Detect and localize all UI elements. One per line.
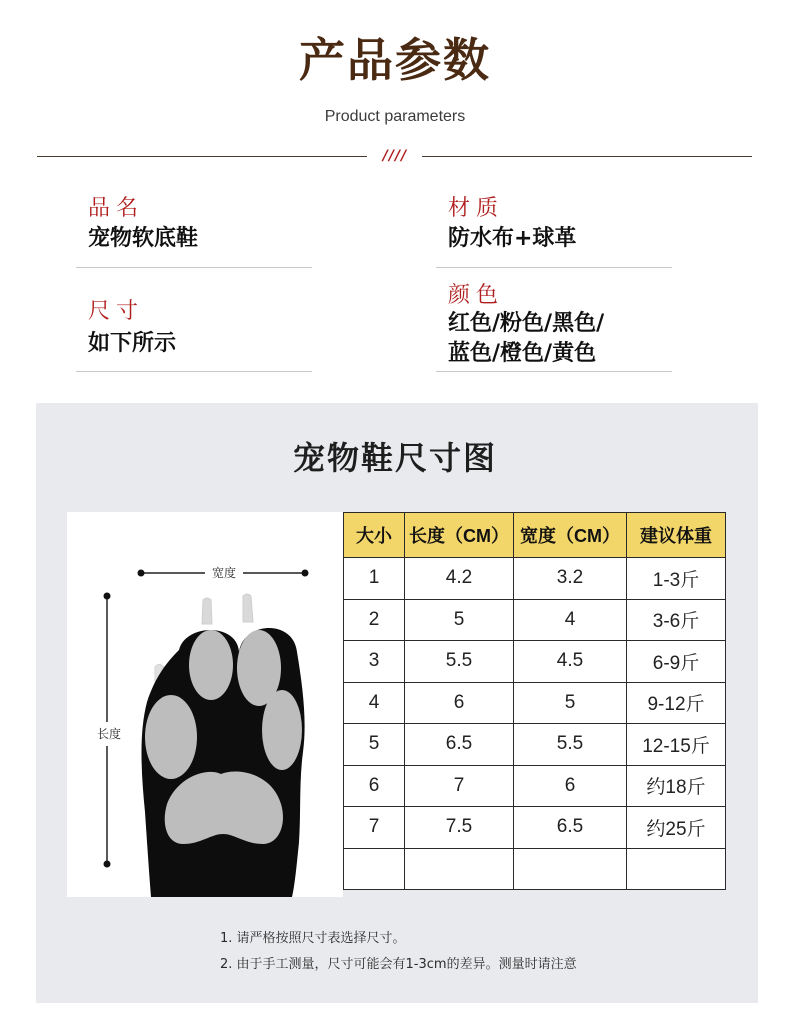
page-title: 产品参数 [299, 33, 491, 87]
cell-length: 7 [405, 765, 514, 807]
cell-weight: 9-12斤 [627, 682, 726, 724]
table-row [344, 724, 726, 766]
column-header-weight: 建议体重 [627, 513, 726, 558]
cell-weight: 约25斤 [627, 807, 726, 849]
cell-weight: 3-6斤 [627, 599, 726, 641]
table-row [344, 682, 726, 724]
note-item: 1. 请严格按照尺寸表选择尺寸。 [220, 931, 406, 946]
column-header-width: 宽度（CM） [514, 513, 627, 558]
param-label: 材质 [448, 196, 505, 221]
column-header-length: 长度（CM） [405, 513, 514, 558]
cell-length: 7.5 [405, 807, 514, 849]
cell-weight: 12-15斤 [627, 724, 726, 766]
size-table [343, 512, 726, 890]
cell-width: 3.2 [514, 558, 627, 600]
param-size [76, 288, 312, 372]
cell-size: 6 [344, 765, 405, 807]
cell-size: 2 [344, 599, 405, 641]
param-material [436, 185, 672, 268]
width-label: 宽度 [211, 566, 237, 580]
table-row [344, 599, 726, 641]
cell-size: 7 [344, 807, 405, 849]
paw-illustration [67, 512, 343, 897]
param-label: 颜色 [448, 283, 505, 308]
cell-width: 4 [514, 599, 627, 641]
cell-length [405, 848, 514, 890]
param-value: 防水布+球革 [448, 226, 577, 251]
table-row [344, 807, 726, 849]
divider-left [37, 156, 367, 157]
cell-size: 5 [344, 724, 405, 766]
cell-length: 4.2 [405, 558, 514, 600]
param-value: 如下所示 [88, 331, 177, 356]
notes [220, 926, 577, 978]
param-name [76, 185, 312, 268]
cell-width: 6.5 [514, 807, 627, 849]
cell-width [514, 848, 627, 890]
cell-width: 5.5 [514, 724, 627, 766]
note-item: 2. 由于手工测量，尺寸可能会有1-3cm的差异。测量时请注意 [220, 957, 577, 972]
cell-length: 5 [405, 599, 514, 641]
length-label: 长度 [96, 727, 122, 741]
cell-weight [627, 848, 726, 890]
param-label: 尺寸 [88, 299, 145, 324]
cell-size [344, 848, 405, 890]
table-row-empty [344, 848, 726, 890]
cell-weight: 1-3斤 [627, 558, 726, 600]
cell-length: 6 [405, 682, 514, 724]
cell-width: 6 [514, 765, 627, 807]
cell-size: 3 [344, 641, 405, 683]
param-label: 品名 [88, 196, 145, 221]
column-header-size: 大小 [344, 513, 405, 558]
divider-right [422, 156, 752, 157]
cell-width: 5 [514, 682, 627, 724]
param-value-line1: 红色/粉色/黑色/ [448, 311, 605, 336]
param-color [436, 272, 672, 372]
table-row [344, 765, 726, 807]
page-subtitle: Product parameters [324, 108, 466, 125]
param-value-line2: 蓝色/橙色/黄色 [448, 341, 597, 366]
cell-width: 4.5 [514, 641, 627, 683]
table-row [344, 641, 726, 683]
cell-weight: 6-9斤 [627, 641, 726, 683]
param-value: 宠物软底鞋 [88, 226, 199, 251]
divider-mark: //// [382, 148, 408, 164]
paw-diagram [67, 512, 343, 897]
cell-weight: 约18斤 [627, 765, 726, 807]
cell-size: 1 [344, 558, 405, 600]
cell-length: 5.5 [405, 641, 514, 683]
size-chart-title: 宠物鞋尺寸图 [292, 439, 497, 477]
table-header-row [344, 513, 726, 558]
cell-size: 4 [344, 682, 405, 724]
table-row [344, 558, 726, 600]
cell-length: 6.5 [405, 724, 514, 766]
